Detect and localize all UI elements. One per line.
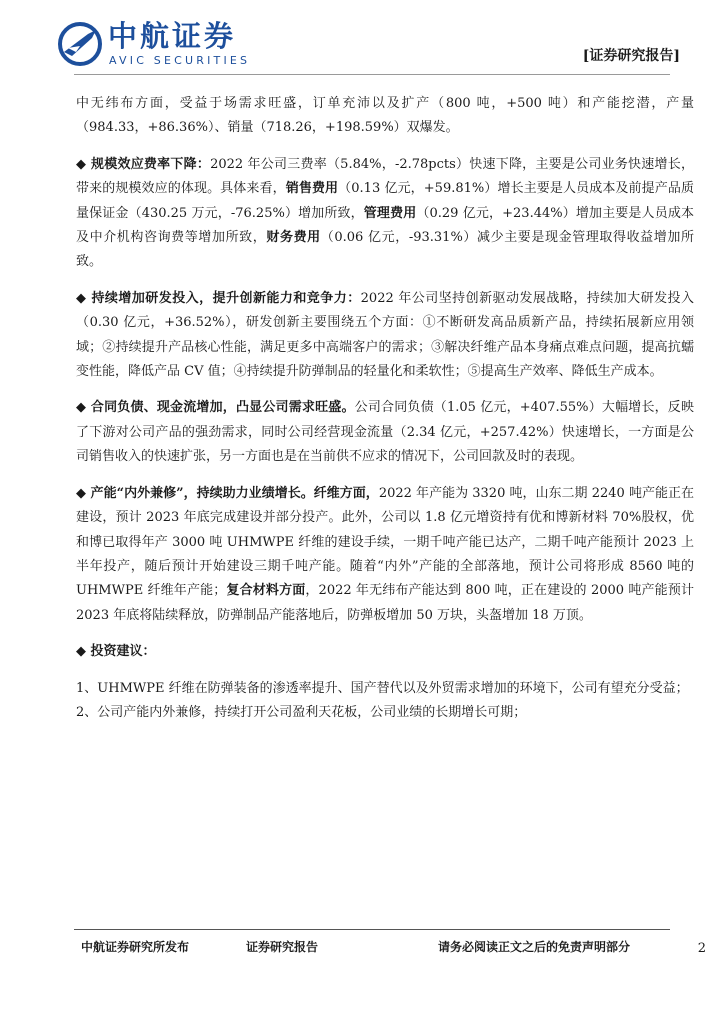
list-item: 1、UHMWPE 纤维在防弹装备的渗透率提升、国产替代以及外贸需求增加的环境下，公司有望充分受益；	[76, 680, 689, 696]
paragraph-investment-heading	[76, 640, 694, 664]
report-type-tag: [证券研究报告]	[582, 48, 680, 64]
section-heading: ◆ 投资建议：	[76, 644, 156, 660]
footer-disclaimer: 请务必阅读正文之后的免责声明部分	[438, 940, 631, 954]
list-item: 2、公司产能内外兼修，持续打开公司盈利天花板，公司业绩的长期增长可期；	[76, 704, 527, 720]
section-heading: ◆ 产能“内外兼修”，持续助力业绩增长。纤维方面，	[76, 485, 379, 501]
paragraph-rd: ◆ 持续增加研发投入，提升创新能力和竞争力：2022 年公司坚持创新驱动发展战略，持续加大研发投入（0.30 亿元，+36.52%），研发创新主要围绕五个方面：①不断研发高品质新产品，持续拓展新应用领域；②持续提升产品核心性能，满足更多中高端客户的需求；③解决纤维产品本身痛点难点问题，提高抗蠕变性能，降低产品 CV 值；④持续提升防弹制品的轻量化和柔软性；⑤提高生产效率、降低生产成本。	[76, 290, 694, 380]
header-divider	[74, 74, 670, 75]
page-number: 2	[697, 941, 706, 956]
page-header	[0, 0, 724, 82]
paragraph-nonwoven: 中无纬布方面，受益于场需求旺盛，订单充沛以及扩产（800 吨，+500 吨）和产能挖潜，产量（984.33，+86.36%）、销量（718.26，+198.59%）双爆发。	[76, 96, 694, 136]
section-heading: ◆ 持续增加研发投入，提升创新能力和竞争力：	[76, 290, 361, 306]
report-body	[76, 92, 694, 725]
brand-name-en: AVIC SECURITIES	[109, 54, 251, 67]
section-heading: ◆ 合同负债、现金流增加，凸显公司需求旺盛。	[76, 400, 355, 416]
footer-report-type: 证券研究报告	[246, 940, 319, 954]
brand-name-cn: 中航证券	[108, 19, 237, 53]
footer-publisher: 中航证券研究所发布	[81, 940, 190, 954]
footer-divider	[74, 929, 670, 930]
avic-logo-icon	[58, 22, 102, 66]
paragraph-cashflow: ◆ 合同负债、现金流增加，凸显公司需求旺盛。公司合同负债（1.05 亿元，+407.55%）大幅增长，反映了下游对公司产品的强劲需求，同时公司经营现金流量（2.34 亿元，+257.42%）快速增长，一方面是公司销售收入的快速扩张，另一方面也是在当前供不应求的情况下，公司回款及时的表现。	[76, 400, 694, 465]
section-heading: ◆ 规模效应费率下降：	[76, 156, 211, 172]
paragraph-capacity: ◆ 产能“内外兼修”，持续助力业绩增长。纤维方面，2022 年产能为 3320 吨，山东二期 2240 吨产能正在建设，预计 2023 年底完成建设并部分投产。此外，公司以 1.8 亿元增资持有优和博新材料 70%股权，优和博已取得年产 3000 吨 UHMWPE 纤维的建设手续，一期千吨产能已达产，二期千吨产能预计 2023 上半年投产，随后预计开始建设三期千吨产能。随着“内外”产能的全部落地，预计公司将形成 8560 吨的 UHMWPE 纤维年产能；复合材料方面，2022 年无纬布产能达到 800 吨，正在建设的 2000 吨产能预计 2023 年底将陆续释放，防弹制品产能落地后，防弹板增加 50 万块，头盔增加 18 万顶。	[76, 485, 694, 623]
paragraph-expense-ratio: ◆ 规模效应费率下降：2022 年公司三费率（5.84%，-2.78pcts）快速下降，主要是公司业务快速增长，带来的规模效应的体现。具体来看，销售费用（0.13 亿元，+59.81%）增长主要是人员成本及前提产品质量保证金（430.25 万元，-76.25%）增加所致，管理费用（0.29 亿元，+23.44%）增加主要是人员成本及中介机构咨询费等增加所致，财务费用（0.06 亿元，-93.31%）减少主要是现金管理取得收益增加所致。	[76, 156, 694, 270]
